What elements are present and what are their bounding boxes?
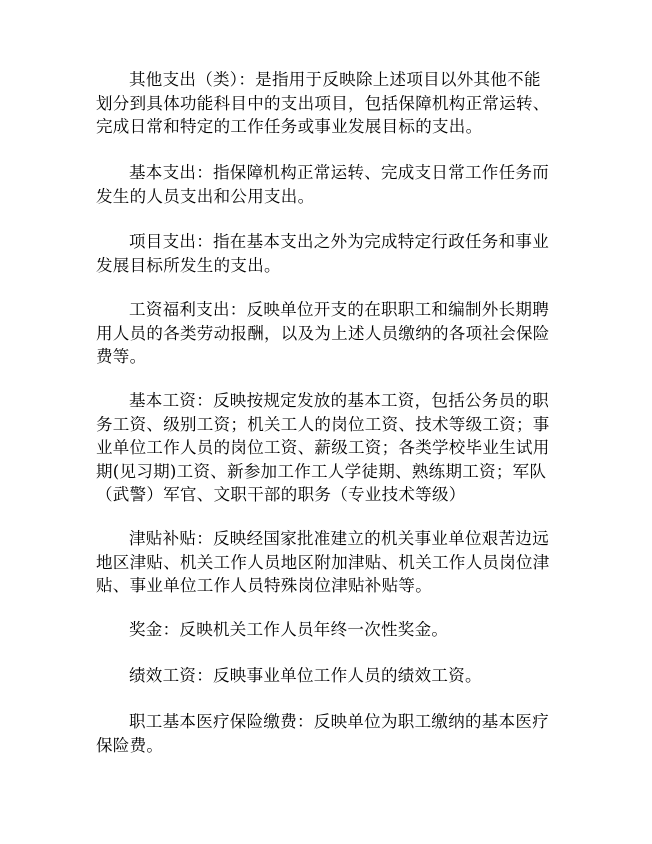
text-line: 基本支出：指保障机构正常运转、完成支日常工作任务而 — [129, 163, 549, 182]
paragraph-bonus — [96, 618, 566, 642]
text-line: 划分到具体功能科目中的支出项目，包括保障机构正常运转、 — [96, 93, 550, 113]
paragraph-medical-insurance — [96, 710, 566, 757]
text-line: 其他支出（类）：是指用于反映除上述项目以外其他不能 — [129, 70, 541, 89]
paragraph-other-expenditure — [96, 68, 566, 139]
text-line: 费等。 — [96, 347, 147, 366]
text-line: 绩效工资：反映事业单位工作人员的绩效工资。 — [129, 666, 482, 685]
text-line: 工资福利支出：反映单位开支的在职职工和编制外长期聘 — [129, 300, 549, 319]
paragraph-salary-welfare — [96, 298, 566, 369]
text-line: 发展目标所发生的支出。 — [96, 255, 281, 275]
text-line: 期(见习期)工资、新参加工作工人学徒期、熟练期工资；军队 — [96, 461, 547, 481]
text-line: 用人员的各类劳动报酬，以及为上述人员缴纳的各项社会保险 — [96, 323, 550, 343]
text-line: 贴、事业单位工作人员特殊岗位津贴补贴等。 — [96, 576, 432, 595]
text-line: 完成日常和特定的工作任务或事业发展目标的支出。 — [96, 117, 483, 136]
text-line: 项目支出：指在基本支出之外为完成特定行政任务和事业 — [129, 232, 549, 251]
text-line: 务工资、级别工资；机关工人的岗位工资、技术等级工资；事 — [96, 414, 550, 434]
text-line: 保险费。 — [96, 735, 164, 755]
text-line: 职工基本医疗保险缴费：反映单位为职工缴纳的基本医疗 — [129, 712, 549, 731]
text-line: 基本工资：反映按规定发放的基本工资，包括公务员的职 — [129, 391, 549, 410]
paragraph-performance-salary — [96, 664, 566, 688]
paragraph-basic-salary — [96, 389, 566, 507]
text-line: 津贴补贴：反映经国家批准建立的机关事业单位艰苦边远 — [129, 529, 549, 548]
text-line: 发生的人员支出和公用支出。 — [96, 186, 315, 206]
paragraph-basic-expenditure — [96, 161, 566, 208]
text-line: 地区津贴、机关工作人员地区附加津贴、机关工作人员岗位津 — [96, 552, 550, 572]
paragraph-project-expenditure — [96, 230, 566, 277]
text-line: （武警）军官、文职干部的职务（专业技术等级） — [96, 485, 466, 504]
text-line: 奖金：反映机关工作人员年终一次性奖金。 — [129, 620, 449, 639]
text-line: 业单位工作人员的岗位工资、薪级工资；各类学校毕业生试用 — [96, 438, 550, 457]
paragraph-allowances — [96, 527, 566, 598]
